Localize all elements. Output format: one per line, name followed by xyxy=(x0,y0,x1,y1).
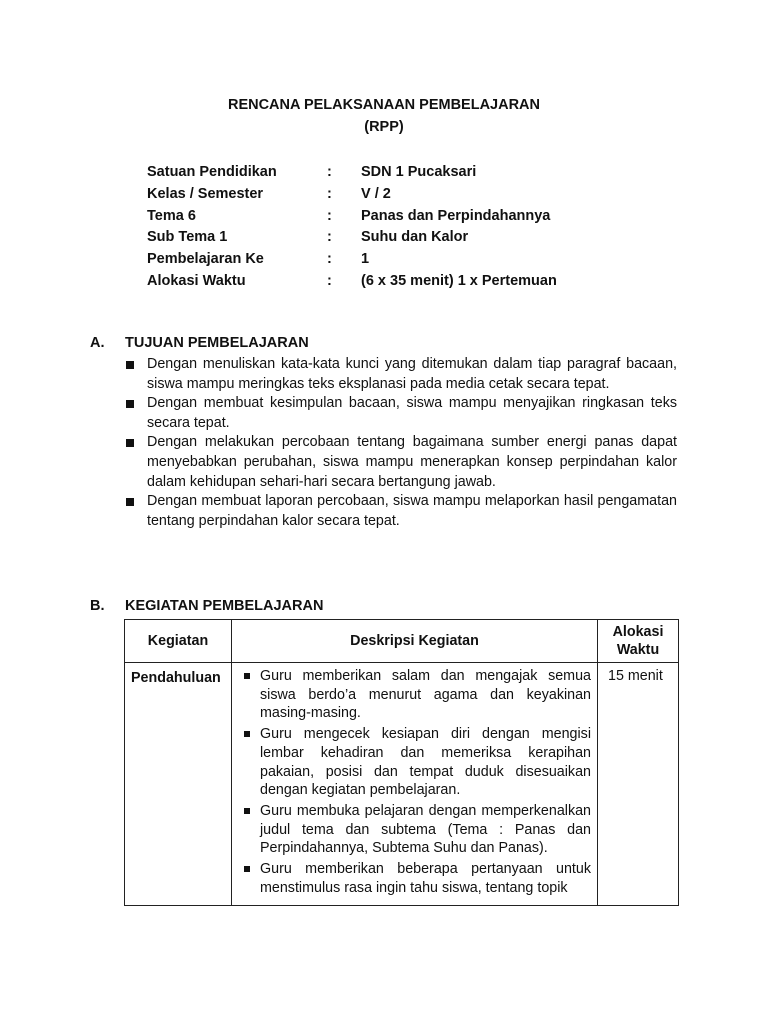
activity-text: Guru mengecek kesiapan diri dengan mengisi lembar kehadiran dan memeriksa kerapihan pakaian, posisi dan tempat duduk disesuaikan dengan kegiatan pembelajaran. xyxy=(260,726,591,799)
info-row xyxy=(147,162,627,184)
info-label: Pembelajaran Ke xyxy=(147,251,264,268)
list-item xyxy=(240,725,591,800)
square-bullet-icon xyxy=(244,673,250,679)
info-label: Sub Tema 1 xyxy=(147,229,228,246)
column-header-kegiatan: Kegiatan xyxy=(125,620,232,663)
objectives-list xyxy=(125,355,677,531)
info-colon: : xyxy=(327,164,332,180)
square-bullet-icon xyxy=(126,498,134,506)
section-title: TUJUAN PEMBELAJARAN xyxy=(125,335,309,351)
square-bullet-icon xyxy=(244,866,250,872)
square-bullet-icon xyxy=(244,808,250,814)
info-row xyxy=(147,271,627,293)
info-label: Tema 6 xyxy=(147,207,196,224)
identity-block xyxy=(147,162,627,293)
activity-text: Guru memberikan beberapa pertanyaan untuk menstimulus rasa ingin tahu siswa, tentang topik xyxy=(260,861,591,896)
info-value: V / 2 xyxy=(361,185,391,202)
column-header-deskripsi: Deskripsi Kegiatan xyxy=(232,620,598,663)
objective-text: Dengan membuat kesimpulan bacaan, siswa mampu menyajikan ringkasan teks secara tepat. xyxy=(147,395,677,431)
list-item xyxy=(125,355,677,394)
time-allocation-cell: 15 menit xyxy=(598,663,679,906)
info-value: (6 x 35 menit) 1 x Pertemuan xyxy=(361,272,557,289)
info-value: Suhu dan Kalor xyxy=(361,229,469,246)
info-label: Satuan Pendidikan xyxy=(147,164,277,180)
info-colon: : xyxy=(327,207,332,224)
list-item xyxy=(240,860,591,897)
info-label: Kelas / Semester xyxy=(147,185,264,202)
info-value: SDN 1 Pucaksari xyxy=(361,164,477,180)
square-bullet-icon xyxy=(126,439,134,447)
description-cell xyxy=(232,663,598,906)
table-header-row xyxy=(125,620,679,663)
column-header-alokasi: Alokasi Waktu xyxy=(598,620,679,663)
list-item xyxy=(125,433,677,492)
info-colon: : xyxy=(327,272,332,289)
activities-table xyxy=(124,619,679,906)
activity-text: Guru memberikan salam dan mengajak semua siswa berdo’a menurut agama dan keyakinan masing-masing. xyxy=(260,668,591,722)
info-label: Alokasi Waktu xyxy=(147,272,246,289)
objective-text: Dengan menuliskan kata-kata kunci yang ditemukan dalam tiap paragraf bacaan, siswa mampu meringkas teks eksplanasi pada media cetak secara tepat. xyxy=(147,356,677,392)
objective-text: Dengan membuat laporan percobaan, siswa mampu melaporkan hasil pengamatan tentang perpindahan kalor secara tepat. xyxy=(147,493,677,529)
table-row xyxy=(125,663,679,906)
activity-text: Guru membuka pelajaran dengan memperkenalkan judul tema dan subtema (Tema : Panas dan Perpindahannya, Subtema Suhu dan Panas). xyxy=(260,802,591,857)
info-value: 1 xyxy=(361,251,370,268)
list-item xyxy=(240,802,591,858)
info-row xyxy=(147,184,627,206)
square-bullet-icon xyxy=(244,731,250,737)
list-item xyxy=(125,394,677,433)
info-colon: : xyxy=(327,229,332,246)
info-colon: : xyxy=(327,251,332,268)
document-subtitle: (RPP) xyxy=(364,119,404,135)
list-item xyxy=(125,492,677,531)
square-bullet-icon xyxy=(126,400,134,408)
objective-text: Dengan melakukan percobaan tentang bagaimana sumber energi panas dapat menyebabkan perubahan, siswa mampu menerapkan konsep perpindahan kalor dalam kehidupan sehari-hari secara bertangung jawab. xyxy=(147,434,677,490)
description-list xyxy=(240,667,591,905)
square-bullet-icon xyxy=(126,361,134,369)
phase-cell: Pendahuluan xyxy=(125,663,232,906)
section-number: A. xyxy=(90,335,105,351)
list-item xyxy=(240,667,591,723)
info-row xyxy=(147,206,627,228)
info-value: Panas dan Perpindahannya xyxy=(361,207,551,224)
section-title: KEGIATAN PEMBELAJARAN xyxy=(125,598,324,614)
document-title: RENCANA PELAKSANAAN PEMBELAJARAN xyxy=(227,97,541,113)
info-colon: : xyxy=(327,185,332,202)
info-row xyxy=(147,249,627,271)
section-number: B. xyxy=(90,598,105,614)
info-row xyxy=(147,227,627,249)
